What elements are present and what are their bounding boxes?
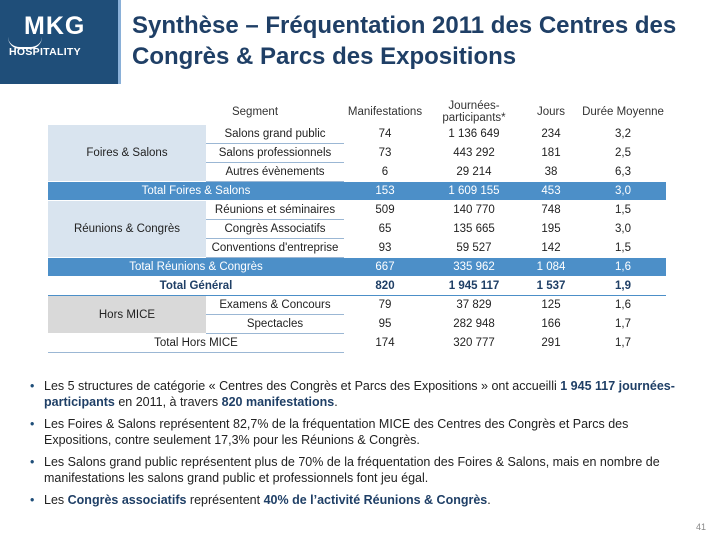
total-row-foires [48,182,666,201]
table-header-row [48,100,666,125]
page-title: Synthèse – Fréquentation 2011 des Centres des Congrès & Parcs des Expositions [132,12,677,70]
cell-manifestations: 95 [344,315,426,334]
cell-jours: 1 537 [522,277,580,296]
header-divider [118,0,121,84]
bullet-dot-icon: • [30,455,35,469]
bullet-text: représentent [186,493,264,507]
table-row [48,296,666,315]
header-duree: Durée Moyenne [580,100,666,125]
row-label: Réunions et séminaires [206,201,344,220]
cell-jours: 125 [522,296,580,315]
cell-manifestations: 509 [344,201,426,220]
total-label: Total Hors MICE [48,334,344,353]
segment-reunions-congres: Réunions & Congrès [48,201,206,258]
cell-journees: 29 214 [426,163,522,182]
segment-foires-salons: Foires & Salons [48,125,206,182]
cell-manifestations: 65 [344,220,426,239]
cell-duree: 1,9 [580,277,666,296]
page-number: 41 [696,522,707,532]
total-label: Total Foires & Salons [48,182,344,201]
bullet-text: en 2011, à travers [114,395,222,409]
cell-manifestations: 73 [344,144,426,163]
cell-duree: 3,0 [580,182,666,201]
cell-journees: 1 136 649 [426,125,522,144]
cell-journees: 335 962 [426,258,522,277]
bullet-text: . [334,395,338,409]
cell-duree: 1,5 [580,201,666,220]
cell-jours: 142 [522,239,580,258]
cell-duree: 6,3 [580,163,666,182]
total-row-reunions [48,258,666,277]
cell-jours: 181 [522,144,580,163]
cell-jours: 748 [522,201,580,220]
row-label: Congrès Associatifs [206,220,344,239]
cell-duree: 3,2 [580,125,666,144]
cell-jours: 291 [522,334,580,353]
row-label: Salons professionnels [206,144,344,163]
segment-hors-mice: Hors MICE [48,296,206,334]
bullet-highlight: de l’activité Réunions & Congrès [288,493,488,507]
cell-duree: 1,6 [580,258,666,277]
cell-journees: 135 665 [426,220,522,239]
cell-jours: 1 084 [522,258,580,277]
cell-jours: 195 [522,220,580,239]
bullet-item [30,416,698,448]
bullet-text: Les Foires & Salons représentent 82,7% de la fréquentation MICE des Centres des Congrès et Parcs des Expositions, contre seulement 17,3% pour les Réunions & Congrès. [44,417,629,447]
table-row [48,125,666,144]
cell-duree: 1,5 [580,239,666,258]
logo-mark: MKG [24,12,86,40]
bullet-text: Les [44,493,68,507]
bullet-highlight: 40% [263,493,289,507]
cell-jours: 234 [522,125,580,144]
header-manifestations: Manifestations [344,100,426,125]
table-row [48,201,666,220]
cell-journees: 59 527 [426,239,522,258]
cell-duree: 1,6 [580,296,666,315]
header-journees: Journées-participants* [426,100,522,125]
summary-bullets [30,378,698,514]
header-segment: Segment [48,100,344,125]
row-label: Salons grand public [206,125,344,144]
cell-manifestations: 174 [344,334,426,353]
row-label: Spectacles [206,315,344,334]
cell-journees: 282 948 [426,315,522,334]
attendance-table [48,100,666,353]
row-label: Conventions d'entreprise [206,239,344,258]
total-label: Total Réunions & Congrès [48,258,344,277]
cell-manifestations: 79 [344,296,426,315]
cell-duree: 3,0 [580,220,666,239]
bullet-highlight: 1 945 117 journées-participants [44,379,675,409]
cell-jours: 38 [522,163,580,182]
cell-duree: 1,7 [580,315,666,334]
cell-journees: 443 292 [426,144,522,163]
bullet-item [30,454,698,486]
bullet-text: Les Salons grand public représentent plus de 70% de la fréquentation des Foires & Salons, mais en nombre de manifestations les salons grand public et professionnels font jeu égal. [44,455,660,485]
header [0,0,720,90]
bullet-dot-icon: • [30,379,35,393]
bullet-dot-icon: • [30,493,35,507]
header-jours: Jours [522,100,580,125]
grand-total-label: Total Général [48,277,344,296]
cell-journees: 1 609 155 [426,182,522,201]
cell-duree: 1,7 [580,334,666,353]
cell-journees: 320 777 [426,334,522,353]
bullet-dot-icon: • [30,417,35,431]
cell-journees: 1 945 117 [426,277,522,296]
cell-jours: 453 [522,182,580,201]
bullet-highlight: Congrès associatifs [67,493,187,507]
cell-manifestations: 820 [344,277,426,296]
row-label: Autres évènements [206,163,344,182]
bullet-text: . [487,493,491,507]
cell-manifestations: 93 [344,239,426,258]
cell-journees: 37 829 [426,296,522,315]
total-row-hors-mice [48,334,666,353]
cell-duree: 2,5 [580,144,666,163]
cell-manifestations: 74 [344,125,426,144]
cell-manifestations: 667 [344,258,426,277]
cell-manifestations: 153 [344,182,426,201]
bullet-item [30,492,698,508]
bullet-text: Les 5 structures de catégorie « Centres des Congrès et Parcs des Expositions » ont accueilli [44,379,561,393]
row-label: Examens & Concours [206,296,344,315]
cell-manifestations: 6 [344,163,426,182]
bullet-highlight: 820 manifestations [221,395,335,409]
logo-subtitle: HOSPITALITY [9,46,81,58]
grand-total-row [48,277,666,296]
cell-journees: 140 770 [426,201,522,220]
mkg-hospitality-logo [0,0,118,84]
cell-jours: 166 [522,315,580,334]
bullet-item [30,378,698,410]
